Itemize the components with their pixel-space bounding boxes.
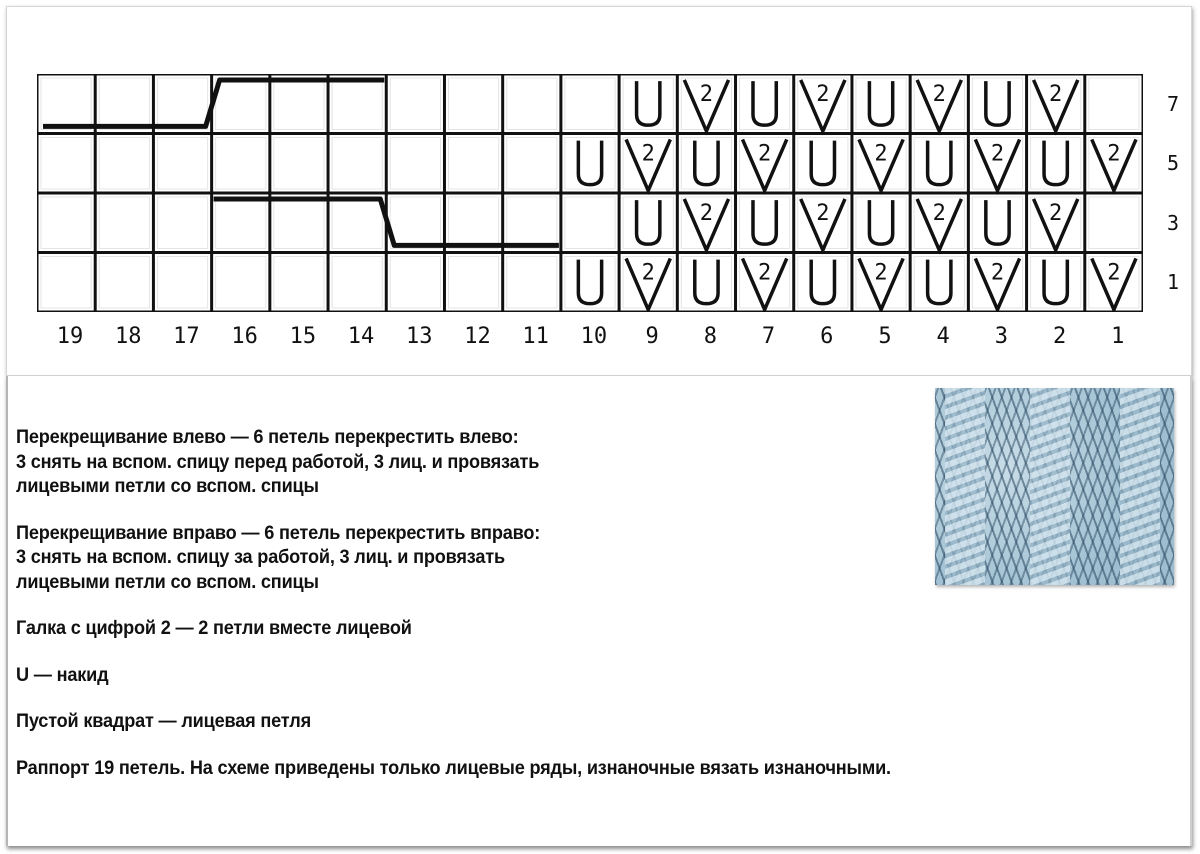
column-label: 17 (173, 324, 200, 349)
chart-cell (157, 78, 207, 130)
photo-cable-band (1120, 388, 1160, 585)
legend-cross-left-line1: Перекрещивание влево — 6 петель перекрестить влево: (16, 426, 519, 448)
chart-cell (390, 138, 440, 190)
chart-cell (914, 257, 964, 309)
column-label: 13 (406, 324, 433, 349)
column-label: 15 (289, 324, 317, 349)
chart-cell (41, 138, 91, 190)
chart-cell (157, 138, 207, 190)
chart-cell (216, 78, 266, 130)
legend-cross-left-line3: лицевыми петли со вспом. спицы (16, 475, 319, 497)
legend-yarn-over: U — накид (16, 663, 109, 686)
k2tog-digit: 2 (874, 141, 888, 167)
chart-cell (448, 78, 498, 130)
column-label: 4 (936, 324, 950, 349)
chart-grid (37, 74, 1143, 312)
k2tog-digit: 2 (699, 200, 714, 226)
column-label: 7 (761, 324, 776, 349)
chart-cell (41, 78, 91, 130)
column-label: 19 (56, 324, 84, 349)
chart-cell (390, 197, 440, 249)
chart-cell (565, 138, 615, 190)
chart-cell (856, 78, 906, 130)
yarn-over-icon (811, 141, 834, 185)
yarn-over-icon (753, 200, 776, 244)
chart-cell (740, 78, 790, 130)
chart-cell (565, 257, 615, 309)
chart-cell (332, 197, 382, 249)
column-label: 2 (1052, 324, 1067, 349)
chart-cell (681, 257, 731, 309)
legend-cross-right-line2: 3 снять на вспом. спицу за работой, 3 лиц. и провязать (16, 546, 505, 568)
yarn-over-icon (869, 81, 892, 125)
column-label: 18 (114, 324, 142, 349)
chart-cell (507, 257, 557, 309)
k2tog-digit: 2 (816, 81, 830, 107)
row-label: 3 (1166, 210, 1180, 235)
k2tog-digit: 2 (874, 260, 888, 286)
chart-cell (390, 257, 440, 309)
photo-cable-band (945, 388, 985, 585)
chart-cell (507, 78, 557, 130)
chart-cell (274, 138, 324, 190)
knitted-sample-photo (935, 388, 1174, 585)
chart-cell (216, 197, 266, 249)
chart-cell (448, 138, 498, 190)
chart-cell (507, 138, 557, 190)
chart-cell (157, 257, 207, 309)
yarn-over-icon (695, 260, 718, 304)
knitting-chart (37, 74, 1143, 312)
legend-cross-right-line3: лицевыми петли со вспом. спицы (16, 570, 319, 593)
chart-cell (798, 257, 848, 309)
yarn-over-icon (753, 81, 776, 125)
yarn-over-icon (869, 200, 892, 244)
photo-cable-band (1030, 388, 1070, 585)
k2tog-digit: 2 (932, 200, 946, 226)
yarn-over-icon (1044, 260, 1067, 304)
chart-cell (332, 257, 382, 309)
chart-cell (1089, 197, 1139, 249)
column-label: 16 (231, 324, 258, 349)
chart-cell (1031, 257, 1081, 309)
chart-cell (99, 197, 149, 249)
legend (16, 425, 916, 780)
k2tog-digit: 2 (699, 81, 714, 107)
legend-cross-left-line2: 3 снять на вспом. спицу перед работой, 3 лиц. и провязать (16, 450, 540, 473)
column-label: 12 (464, 324, 491, 349)
yarn-over-icon (1044, 141, 1067, 185)
chart-cell (1031, 138, 1081, 190)
column-label: 9 (645, 324, 659, 349)
k2tog-digit: 2 (990, 141, 1005, 167)
yarn-over-icon (986, 81, 1009, 125)
row-label: 5 (1166, 151, 1180, 176)
column-label: 14 (347, 324, 375, 349)
yarn-over-icon (986, 200, 1009, 244)
chart-cell (41, 257, 91, 309)
chart-cell (99, 257, 149, 309)
chart-cell (681, 138, 731, 190)
row-label: 7 (1166, 91, 1180, 116)
chart-cell (798, 138, 848, 190)
chart-cell (565, 197, 615, 249)
yarn-over-icon (928, 141, 951, 185)
chart-cell (157, 197, 207, 249)
chart-cell (332, 138, 382, 190)
chart-cell (99, 138, 149, 190)
chart-cell (914, 138, 964, 190)
chart-cell (216, 138, 266, 190)
chart-cell (856, 197, 906, 249)
k2tog-digit: 2 (1107, 141, 1121, 167)
column-label: 8 (703, 324, 717, 349)
chart-cell (972, 197, 1022, 249)
k2tog-digit: 2 (641, 141, 655, 167)
chart-cell (216, 257, 266, 309)
chart-cell (390, 78, 440, 130)
k2tog-digit: 2 (816, 200, 830, 226)
yarn-over-icon (695, 141, 718, 185)
chart-cell (274, 257, 324, 309)
chart-cell (99, 78, 149, 130)
chart-cell (623, 78, 673, 130)
chart-cell (332, 78, 382, 130)
chart-cell (972, 78, 1022, 130)
legend-knit: Пустой квадрат — лицевая петля (16, 710, 311, 732)
chart-cell (507, 197, 557, 249)
k2tog-digit: 2 (932, 81, 946, 107)
row-label: 1 (1166, 270, 1180, 295)
chart-cell (448, 257, 498, 309)
chart-cell (274, 78, 324, 130)
legend-repeat-note: Раппорт 19 петель. На схеме приведены только лицевые ряды, изнаночные вязать изнаночными. (16, 756, 891, 779)
chart-cell (623, 197, 673, 249)
k2tog-digit: 2 (758, 260, 772, 286)
yarn-over-icon (637, 81, 660, 125)
yarn-over-icon (928, 260, 951, 304)
k2tog-digit: 2 (1049, 200, 1063, 226)
column-label: 10 (580, 324, 608, 349)
k2tog-digit: 2 (758, 141, 772, 167)
column-label: 1 (1111, 324, 1125, 349)
chart-cell (41, 197, 91, 249)
yarn-over-icon (637, 200, 660, 244)
legend-decrease: Галка с цифрой 2 — 2 петли вместе лицевой (16, 617, 412, 639)
chart-cell (448, 197, 498, 249)
chart-cell (274, 197, 324, 249)
k2tog-digit: 2 (1107, 260, 1121, 286)
yarn-over-icon (578, 141, 601, 185)
yarn-over-icon (811, 260, 834, 304)
k2tog-digit: 2 (641, 260, 655, 286)
k2tog-digit: 2 (1049, 81, 1063, 107)
legend-cross-right-line1: Перекрещивание вправо — 6 петель перекрестить вправо: (16, 521, 541, 544)
column-label: 3 (994, 324, 1008, 349)
chart-cell (1089, 78, 1139, 130)
k2tog-digit: 2 (990, 260, 1005, 286)
column-label: 5 (878, 324, 892, 349)
chart-cell (740, 197, 790, 249)
chart-cell (565, 78, 615, 130)
column-label: 11 (522, 324, 549, 349)
column-label: 6 (820, 324, 834, 349)
yarn-over-icon (578, 260, 601, 304)
